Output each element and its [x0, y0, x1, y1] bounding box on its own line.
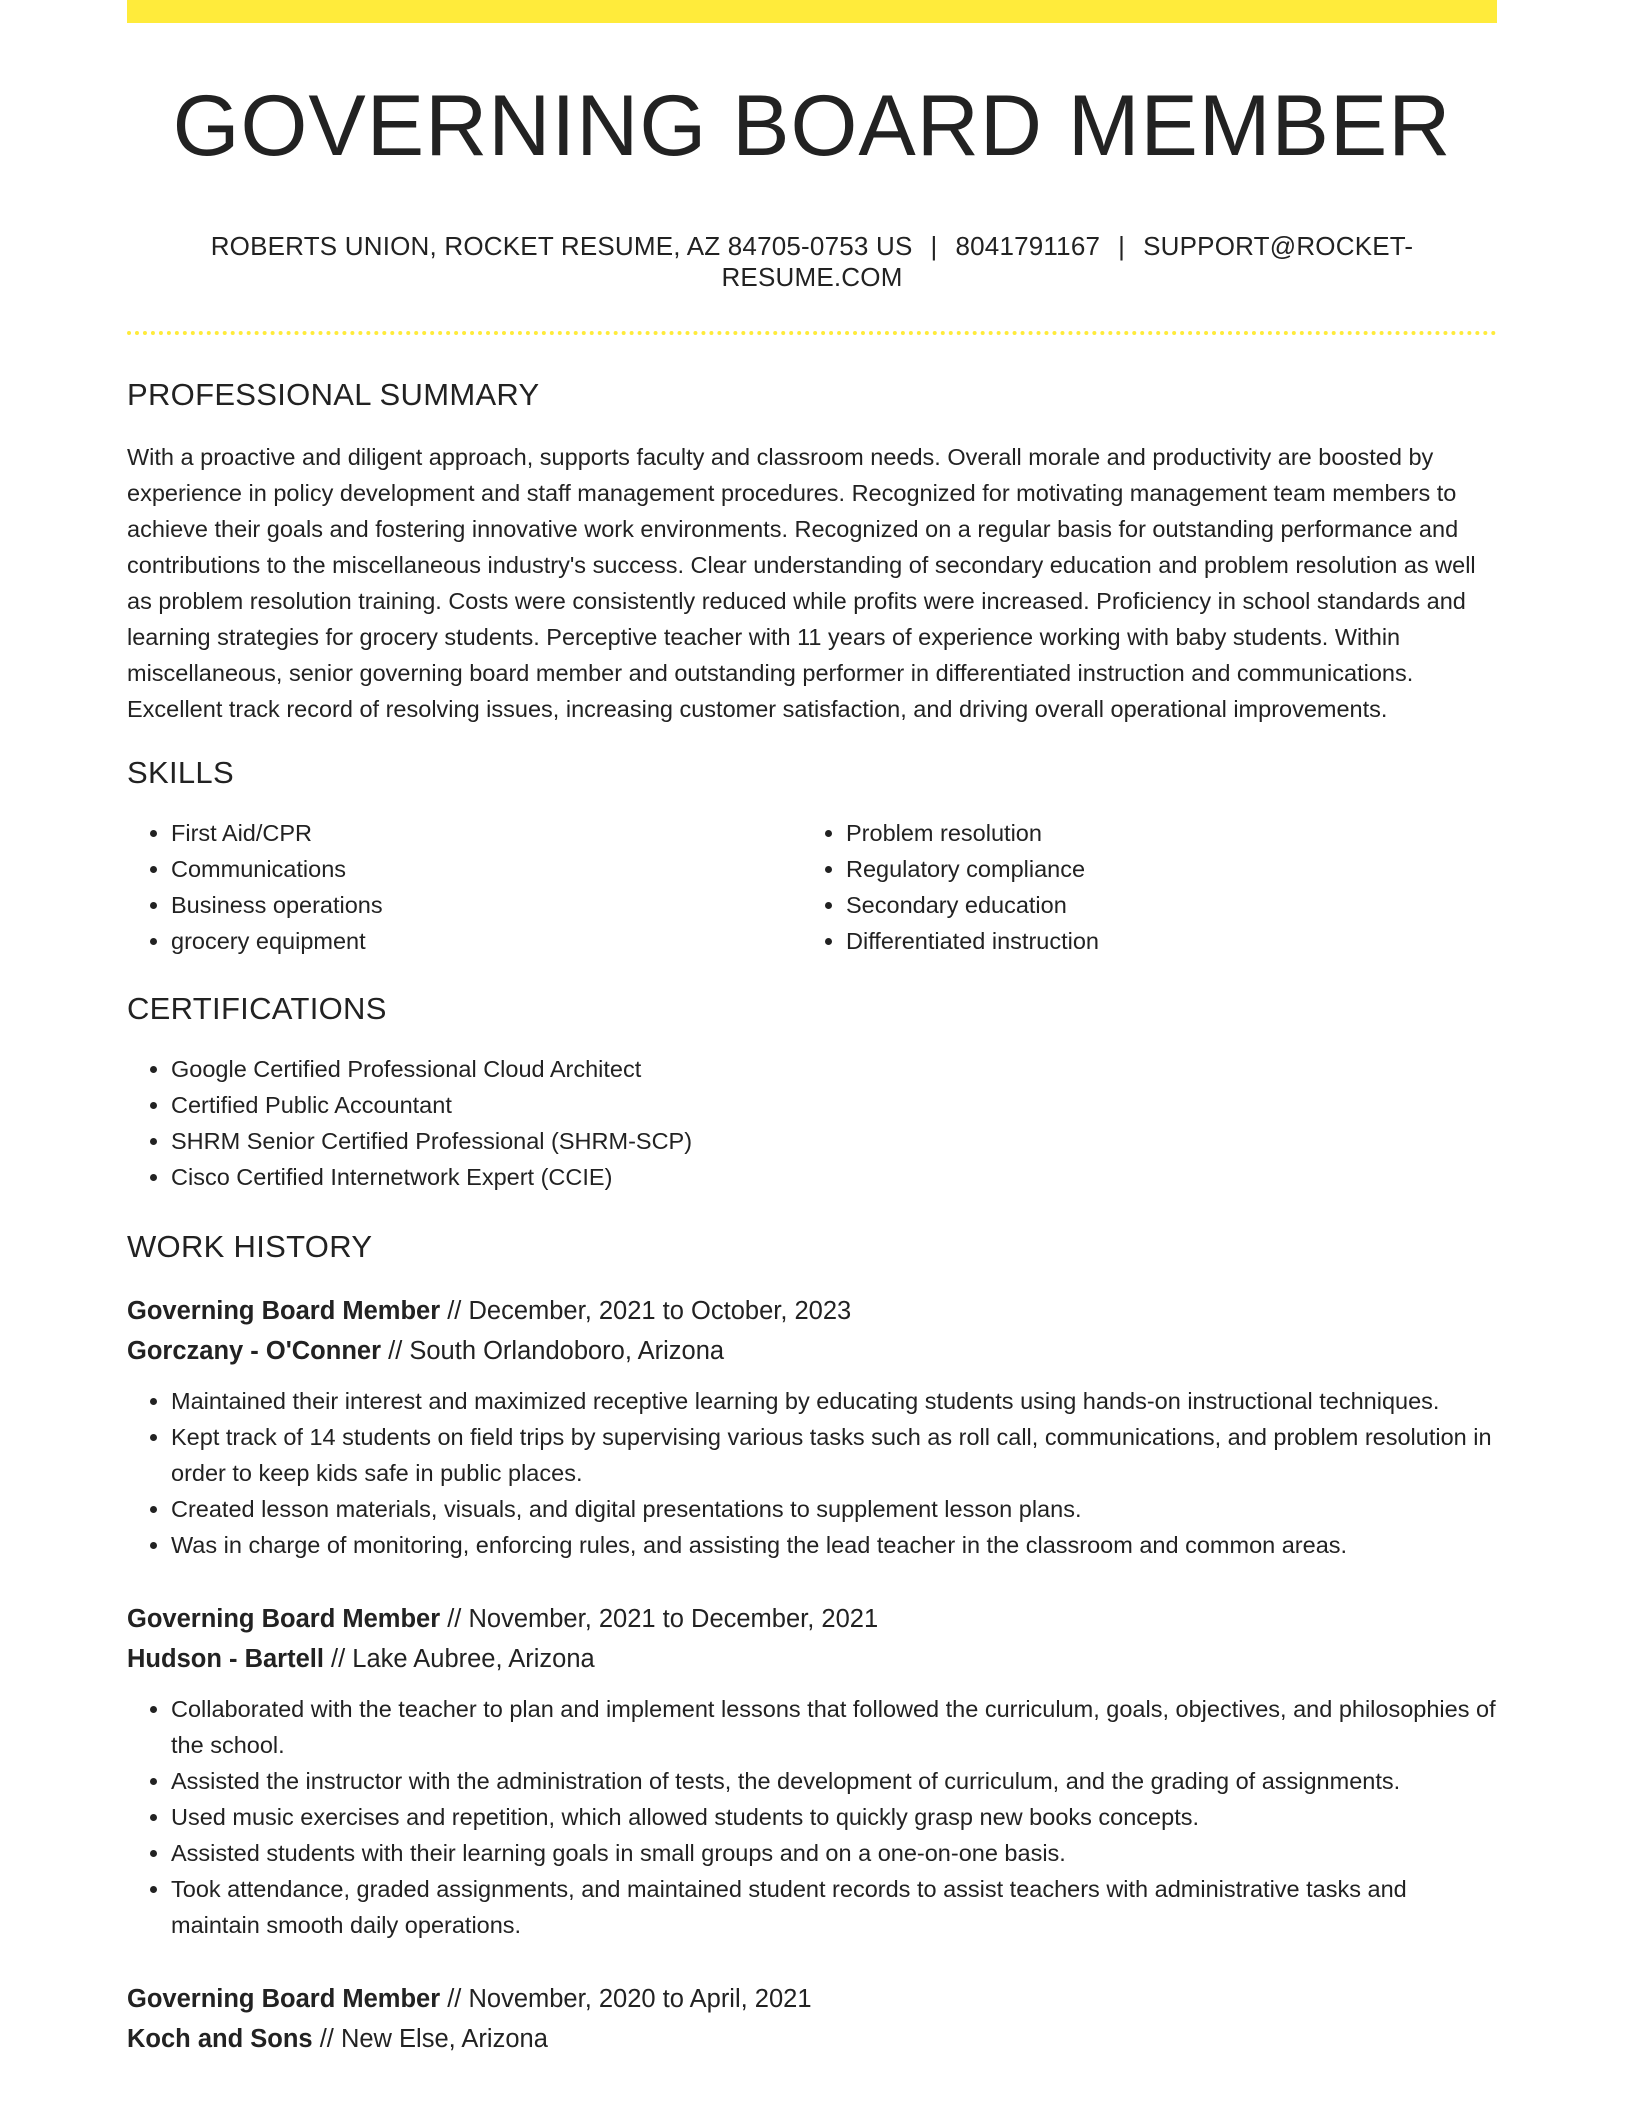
accent-top-bar: [127, 0, 1497, 23]
resume-page: [127, 0, 1497, 2059]
job-dates: // December, 2021 to October, 2023: [440, 1297, 852, 1325]
certifications-list: [127, 1051, 1497, 1195]
certification-item: • SHRM Senior Certified Professional (SHRM-SCP): [171, 1123, 1497, 1159]
job-bullet: • Maintained their interest and maximized receptive learning by educating students using hands-on instructional techniques.: [171, 1383, 1497, 1419]
job-bullet: • Used music exercises and repetition, which allowed students to quickly grasp new books concepts.: [171, 1799, 1497, 1835]
job-location: // New Else, Arizona: [312, 2025, 548, 2053]
dotted-divider: [127, 331, 1497, 335]
job-role: Governing Board Member: [127, 1297, 441, 1325]
skill-item: • grocery equipment: [171, 923, 802, 959]
skill-item: • First Aid/CPR: [171, 815, 802, 851]
resume-title: GOVERNING BOARD MEMBER: [172, 78, 1452, 174]
certification-item: • Certified Public Accountant: [171, 1087, 1497, 1123]
job-entry: [127, 1599, 1497, 1943]
job-entry: [127, 1291, 1497, 1563]
job-bullets: [127, 1383, 1497, 1563]
job-bullets: [127, 1691, 1497, 1943]
skill-item: • Secondary education: [846, 887, 1477, 923]
job-bullet: • Was in charge of monitoring, enforcing rules, and assisting the lead teacher in the classroom and common areas.: [171, 1527, 1497, 1563]
contact-address: ROBERTS UNION, ROCKET RESUME, AZ 84705-0753 US: [210, 231, 913, 261]
summary-text: With a proactive and diligent approach, supports faculty and classroom needs. Overall morale and productivity are boosted by experience in policy development and staff management procedures. Recognized for motivating management team members to achieve their goals and fostering innovative work environments. Recognized on a regular basis for outstanding performance and contributions to the miscellaneous industry's success. Clear understanding of secondary education and problem resolution as well as problem resolution training. Costs were consistently reduced while profits were increased. Proficiency in school standards and learning strategies for grocery students. Perceptive teacher with 11 years of experience working with baby students. Within miscellaneous, senior governing board member and outstanding performer in differentiated instruction and communications. Excellent track record of resolving issues, increasing customer satisfaction, and driving overall operational improvements.: [127, 444, 1476, 722]
contact-separator: |: [930, 231, 938, 261]
work-history-heading: WORK HISTORY: [127, 1229, 373, 1264]
job-role-line: [127, 1291, 1497, 1331]
job-company: Gorczany - O'Conner: [127, 1337, 382, 1365]
job-role: Governing Board Member: [127, 1605, 441, 1633]
job-bullet: • Assisted students with their learning goals in small groups and on a one-on-one basis.: [171, 1835, 1497, 1871]
job-role-line: [127, 1979, 1497, 2019]
job-location: // South Orlandoboro, Arizona: [381, 1337, 725, 1365]
skill-item: • Business operations: [171, 887, 802, 923]
contact-email[interactable]: SUPPORT@ROCKET-RESUME.COM: [721, 231, 1414, 292]
job-dates: // November, 2020 to April, 2021: [440, 1985, 812, 2013]
job-bullet: • Created lesson materials, visuals, and digital presentations to supplement lesson plans.: [171, 1491, 1497, 1527]
job-bullet: • Took attendance, graded assignments, and maintained student records to assist teachers with administrative tasks and maintain smooth daily operations.: [171, 1871, 1497, 1943]
job-company-line: [127, 1331, 1497, 1371]
skills-column-right: [802, 815, 1477, 959]
job-company-line: [127, 1639, 1497, 1679]
job-bullet: • Collaborated with the teacher to plan and implement lessons that followed the curriculum, goals, objectives, and philosophies of the school.: [171, 1691, 1497, 1763]
contact-line: [127, 231, 1497, 293]
skill-item: • Communications: [171, 851, 802, 887]
job-role: Governing Board Member: [127, 1985, 441, 2013]
contact-phone: 8041791167: [955, 231, 1101, 261]
job-bullet: • Assisted the instructor with the administration of tests, the development of curriculum, and the grading of assignments.: [171, 1763, 1497, 1799]
job-company: Koch and Sons: [127, 2025, 313, 2053]
skill-item: • Differentiated instruction: [846, 923, 1477, 959]
job-dates: // November, 2021 to December, 2021: [440, 1605, 879, 1633]
summary-heading: PROFESSIONAL SUMMARY: [127, 377, 540, 412]
job-entry: [127, 1979, 1497, 2059]
certification-item: • Google Certified Professional Cloud Architect: [171, 1051, 1497, 1087]
skill-item: • Problem resolution: [846, 815, 1477, 851]
job-company-line: [127, 2019, 1497, 2059]
job-location: // Lake Aubree, Arizona: [323, 1645, 595, 1673]
contact-separator: |: [1118, 231, 1126, 261]
job-bullet: • Kept track of 14 students on field trips by supervising various tasks such as roll call, communications, and problem resolution in order to keep kids safe in public places.: [171, 1419, 1497, 1491]
job-company: Hudson - Bartell: [127, 1645, 324, 1673]
skill-item: • Regulatory compliance: [846, 851, 1477, 887]
job-role-line: [127, 1599, 1497, 1639]
skills-columns: [127, 815, 1497, 959]
certifications-heading: CERTIFICATIONS: [127, 991, 387, 1026]
skills-column-left: [127, 815, 802, 959]
skills-heading: SKILLS: [127, 755, 234, 790]
certification-item: • Cisco Certified Internetwork Expert (CCIE): [171, 1159, 1497, 1195]
